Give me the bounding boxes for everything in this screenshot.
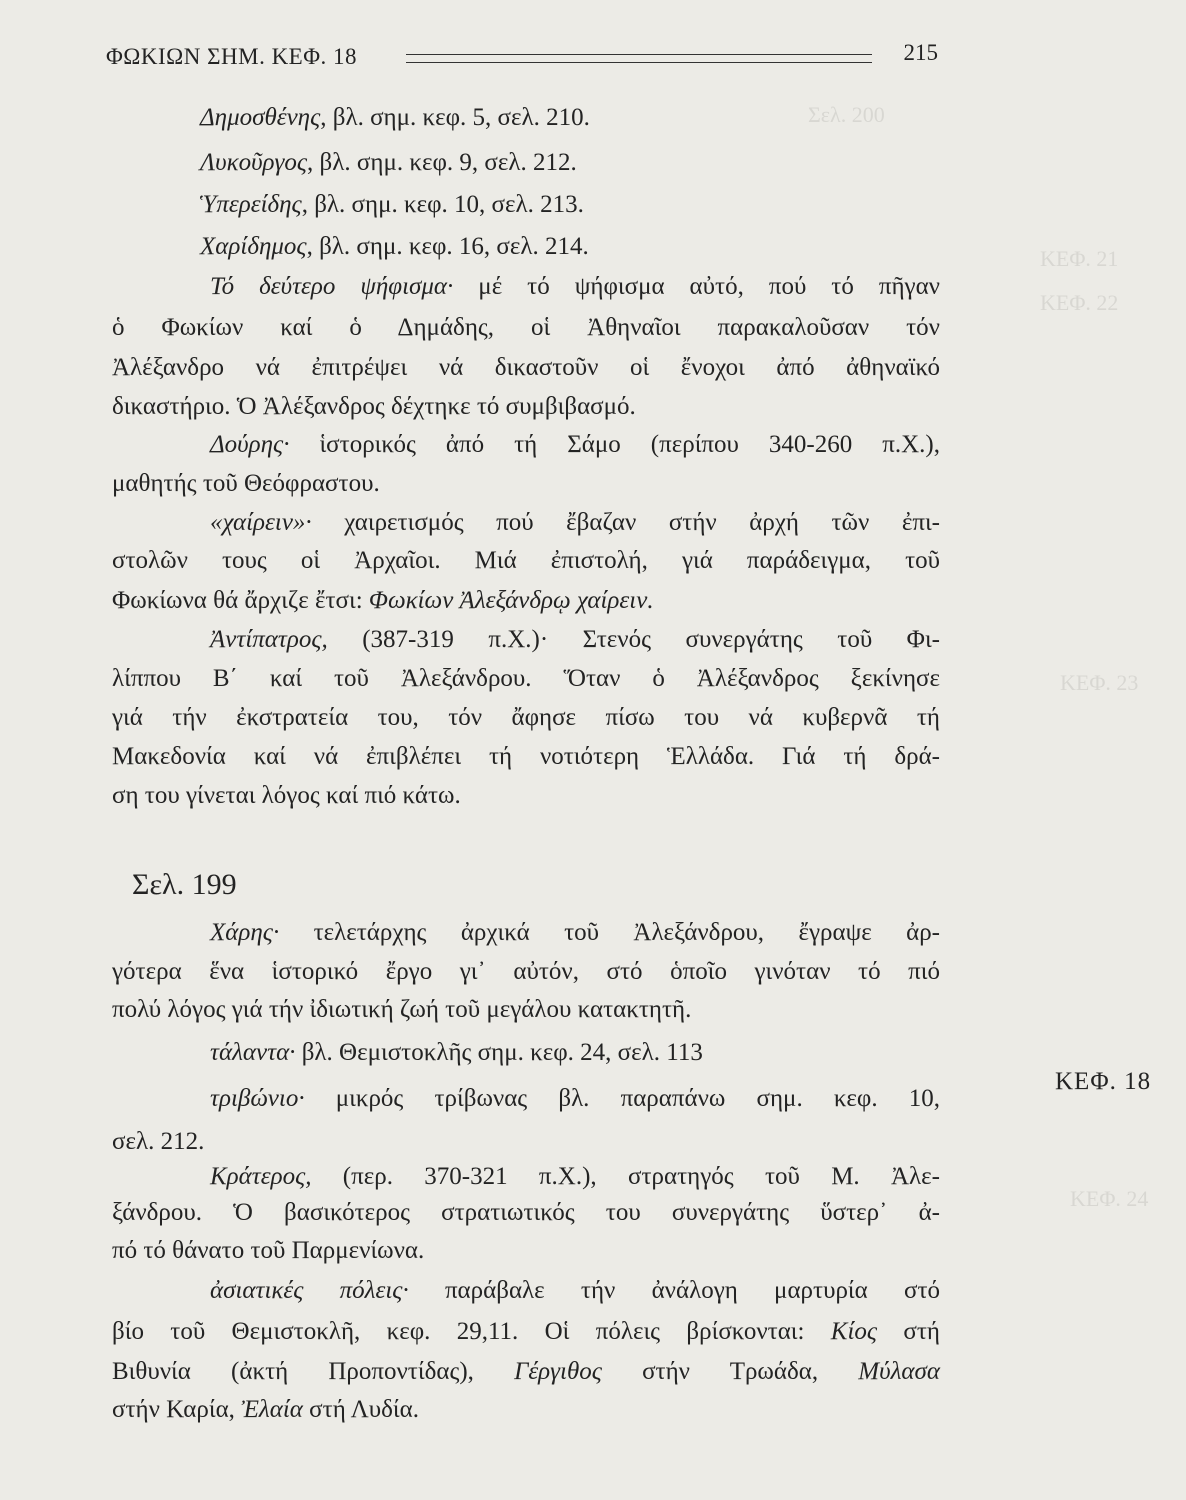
running-header [106,40,938,76]
note-line: γιά τήν ἐκστρατεία του, τόν ἄφησε πίσω του νά κυβερνᾶ τή [112,704,940,731]
note-line: Κράτερος, (περ. 370-321 π.Χ.), στρατηγός τοῦ Μ. Ἀλε- [210,1163,940,1190]
bleed-through-text: ΚΕΦ. 22 [1040,290,1119,315]
note-line: ἀσιατικές πόλεις· παράβαλε τήν ἀνάλογη μαρτυρία στό [210,1277,941,1304]
note-line: Ἀλέξανδρο νά ἐπιτρέψει νά δικαστοῦν οἱ ἔνοχοι ἀπό ἀθηναϊκό [112,354,940,381]
note-line: Χάρης· τελετάρχης ἀρχικά τοῦ Ἀλεξάνδρου, ἔγραψε ἀρ- [210,919,940,946]
note-line: λίππου Β΄ καί τοῦ Ἀλεξάνδρου. Ὅταν ὁ Ἀλέξανδρος ξεκίνησε [112,665,940,692]
ref-entry: Χαρίδημος, βλ. σημ. κεφ. 16, σελ. 214. [200,233,589,260]
note-line: σελ. 212. [112,1128,205,1155]
note-line: δικαστήριο. Ὁ Ἀλέξανδρος δέχτηκε τό συμβιβασμό. [112,393,636,420]
running-title: ΦΩΚΙΩΝ ΣΗΜ. ΚΕΦ. 18 [106,44,358,69]
note-line: ση του γίνεται λόγος καί πιό κάτω. [112,782,461,809]
page-number: 215 [903,40,938,65]
bleed-through-text: ΚΕΦ. 21 [1040,246,1119,271]
note-line: πολύ λόγος γιά τήν ἰδιωτική ζωή τοῦ μεγάλου κατακτητῆ. [112,996,692,1023]
header-double-rule [406,54,872,63]
note-line: Μακεδονία καί νά ἐπιβλέπει τή νοτιότερη Ἑλλάδα. Γιά τή δρά- [112,743,940,770]
note-line: «χαίρειν»· χαιρετισμός πού ἔβαζαν στήν ἀρχή τῶν ἐπι- [210,509,940,536]
note-line: τάλαντα· βλ. Θεμιστοκλῆς σημ. κεφ. 24, σελ. 113 [210,1039,703,1066]
note-line: στολῶν τους οἱ Ἀρχαῖοι. Μιά ἐπιστολή, γιά παράδειγμα, τοῦ [112,547,940,574]
note-line: Φωκίωνα θά ἄρχιζε ἔτσι: Φωκίων Ἀλεξάνδρῳ χαίρειν. [112,587,654,614]
bleed-through-text: Σελ. 200 [808,102,885,127]
section-heading: Σελ. 199 [132,868,237,901]
note-line: στήν Καρία, Ἐλαία στή Λυδία. [112,1396,419,1423]
ref-entry: Ὑπερείδης, βλ. σημ. κεφ. 10, σελ. 213. [200,191,584,218]
note-line: γότερα ἕνα ἱστορικό ἔργο γι᾽ αὐτόν, στό ὁποῖο γινόταν τό πιό [112,958,940,985]
note-line: Δούρης· ἱστορικός ἀπό τή Σάμο (περίπου 340-260 π.Χ.), [210,431,940,458]
note-line: Ἀντίπατρος, (387-319 π.Χ.)· Στενός συνεργάτης τοῦ Φι- [210,626,940,653]
chapter-marker: ΚΕΦ. 18 [1055,1068,1152,1095]
bleed-through-text: ΚΕΦ. 23 [1060,670,1139,695]
note-line: τριβώνιο· μικρός τρίβωνας βλ. παραπάνω σημ. κεφ. 10, [210,1085,940,1112]
bleed-through-text: ΚΕΦ. 24 [1070,1186,1149,1211]
note-line: ὁ Φωκίων καί ὁ Δημάδης, οἱ Ἀθηναῖοι παρακαλοῦσαν τόν [112,314,940,341]
note-line: Τό δεύτερο ψήφισμα· μέ τό ψήφισμα αὐτό, πού τό πῆγαν [210,273,940,300]
note-line: ξάνδρου. Ὁ βασικότερος στρατιωτικός του συνεργάτης ὕστερ᾽ ἀ- [112,1199,940,1226]
ref-entry: Δημοσθένης, βλ. σημ. κεφ. 5, σελ. 210. [200,104,590,131]
ref-entry: Λυκοῦργος, βλ. σημ. κεφ. 9, σελ. 212. [200,149,577,176]
note-line: Βιθυνία (ἀκτή Προποντίδας), Γέργιθος στήν Τρωάδα, Μύλασα [112,1358,940,1385]
note-line: πό τό θάνατο τοῦ Παρμενίωνα. [112,1237,425,1264]
note-line: μαθητής τοῦ Θεόφραστου. [112,470,380,497]
note-line: βίο τοῦ Θεμιστοκλῆ, κεφ. 29,11. Οἱ πόλεις βρίσκονται: Κίος στή [112,1318,940,1345]
